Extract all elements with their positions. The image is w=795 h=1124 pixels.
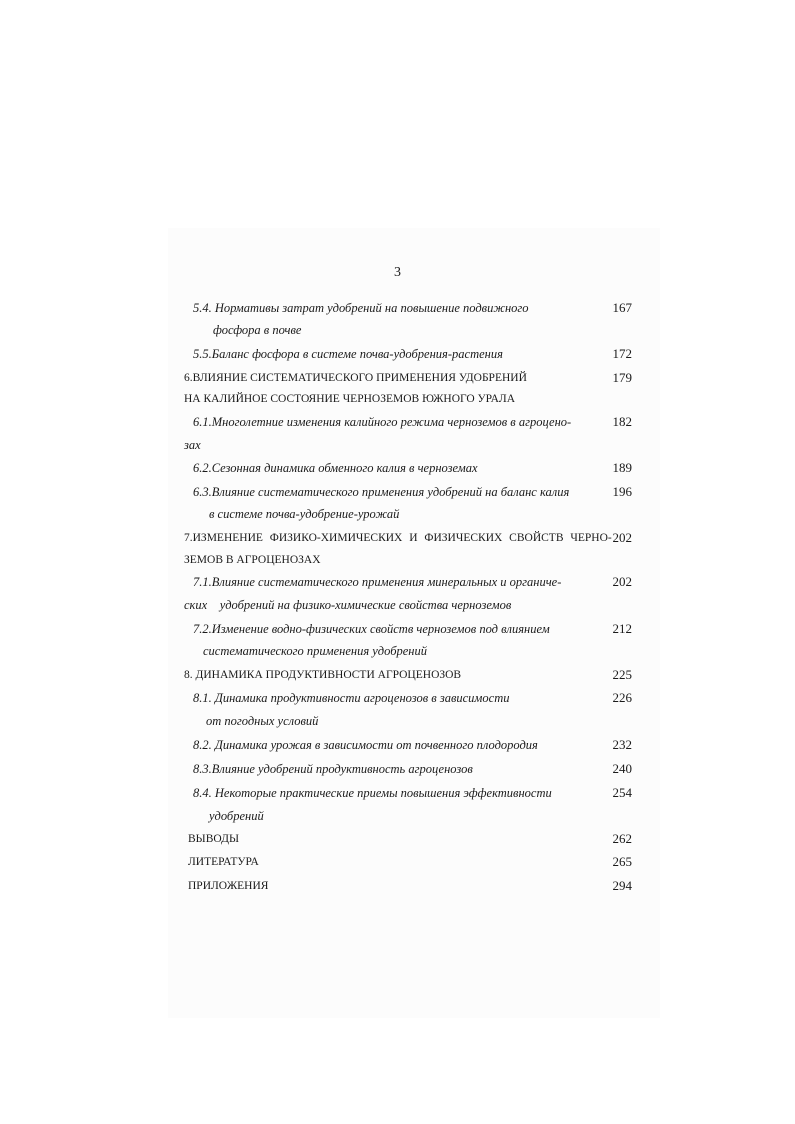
toc-page-number: 254 — [612, 785, 632, 800]
toc-entry-line: от погодных условий — [206, 714, 319, 728]
toc-chapter-line: 6.ВЛИЯНИЕ СИСТЕМАТИЧЕСКОГО ПРИМЕНЕНИЯ УДОБРЕНИЙ — [184, 372, 527, 384]
toc-entry-line: 8.3.Влияние удобрений продуктивность агроценозов — [193, 762, 473, 776]
toc-section-line: ВЫВОДЫ — [188, 833, 239, 845]
toc-chapter-line: 7.ИЗМЕНЕНИЕ ФИЗИКО-ХИМИЧЕСКИХ И ФИЗИЧЕСКИХ СВОЙСТВ ЧЕРНО- — [184, 532, 612, 544]
toc-page-number: 240 — [612, 761, 632, 776]
toc-entry-line: 8.1. Динамика продуктивности агроценозов в зависимости — [193, 691, 510, 705]
toc-entry-line: удобрений — [209, 809, 264, 823]
toc-page-number: 265 — [612, 854, 632, 869]
toc-entry-line: 7.2.Изменение водно-физических свойств черноземов под влиянием — [193, 622, 550, 636]
toc-page-number: 262 — [612, 831, 632, 846]
toc-page-number: 202 — [612, 574, 632, 589]
toc-page-number: 167 — [612, 300, 632, 315]
toc-page-number: 202 — [612, 530, 632, 545]
toc-entry-line: 8.4. Некоторые практические приемы повышения эффективности — [193, 786, 552, 800]
toc-page-number: 294 — [612, 878, 632, 893]
toc-page-number: 232 — [612, 737, 632, 752]
toc-entry-line: 6.2.Сезонная динамика обменного калия в черноземах — [193, 461, 478, 475]
toc-entry-line: ских удобрений на физико-химические свойства черноземов — [184, 598, 512, 612]
toc-entry-line: 5.4. Нормативы затрат удобрений на повышение подвижного — [193, 301, 529, 315]
toc-entry-line: фосфора в почве — [213, 323, 302, 337]
toc-chapter-line: ЗЕМОВ В АГРОЦЕНОЗАХ — [184, 554, 321, 566]
toc-page-number: 212 — [612, 621, 632, 636]
toc-entry-line: 6.3.Влияние систематического применения удобрений на баланс калия — [193, 485, 570, 499]
toc-entry-line: в системе почва-удобрение-урожай — [209, 507, 400, 521]
toc-chapter-line: 8. ДИНАМИКА ПРОДУКТИВНОСТИ АГРОЦЕНОЗОВ — [184, 669, 462, 681]
toc-entry-line: 8.2. Динамика урожая в зависимости от почвенного плодородия — [193, 738, 538, 752]
toc-chapter-line: НА КАЛИЙНОЕ СОСТОЯНИЕ ЧЕРНОЗЕМОВ ЮЖНОГО УРАЛА — [184, 393, 516, 405]
toc-page-number: 189 — [612, 460, 632, 475]
page-number: 3 — [394, 265, 401, 280]
toc-entry-line: зах — [184, 438, 201, 452]
toc-page-number: 226 — [612, 690, 632, 705]
toc-page-number: 182 — [612, 414, 632, 429]
toc-entry-line: 7.1.Влияние систематического применения минеральных и органиче- — [193, 575, 562, 589]
toc-page-number: 196 — [612, 484, 632, 499]
toc-page-number: 179 — [612, 370, 632, 385]
toc-page-number: 225 — [612, 667, 632, 682]
toc-entry-line: 6.1.Многолетние изменения калийного режима черноземов в агроцено- — [193, 415, 572, 429]
toc-entry-line: 5.5.Баланс фосфора в системе почва-удобрения-растения — [193, 347, 503, 361]
toc-section-line: ЛИТЕРАТУРА — [188, 856, 259, 868]
toc-page-number: 172 — [612, 346, 632, 361]
toc-entry-line: систематического применения удобрений — [203, 644, 427, 658]
toc-section-line: ПРИЛОЖЕНИЯ — [188, 880, 269, 892]
